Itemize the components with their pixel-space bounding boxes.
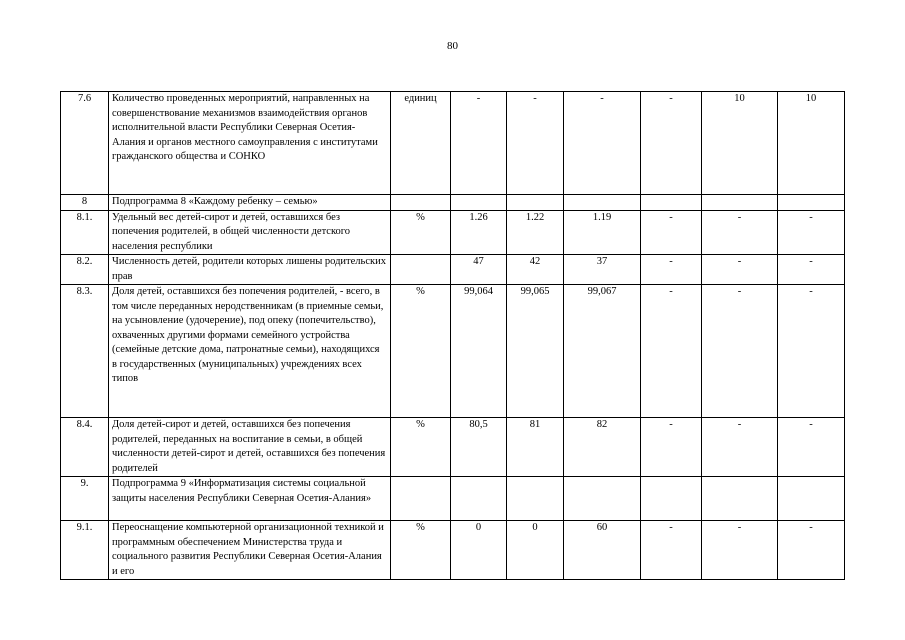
cell-v5 (702, 477, 778, 521)
cell-num: 8.3. (61, 285, 109, 418)
cell-v3 (564, 477, 641, 521)
cell-v6: - (778, 285, 845, 418)
cell-name: Доля детей, оставшихся без попечения родителей, - всего, в том числе переданных неродственникам (в приемные семьи, на усыновление (удочерение), под опеку (попечительство), охваченных другими формами семейного устройства (семейные детские дома, патронатные семьи), находящихся в государственных (муниципальных) учреждениях всех типов (109, 285, 391, 418)
table-row (61, 210, 845, 255)
cell-v5: - (702, 255, 778, 285)
cell-v1: 47 (451, 255, 507, 285)
cell-unit: % (391, 418, 451, 477)
cell-v2: - (507, 92, 564, 195)
cell-v1: 99,064 (451, 285, 507, 418)
cell-v6: 10 (778, 92, 845, 195)
cell-v5 (702, 195, 778, 211)
cell-v4: - (641, 92, 702, 195)
cell-v6: - (778, 521, 845, 580)
cell-v4 (641, 477, 702, 521)
table-row (61, 285, 845, 418)
cell-v5: 10 (702, 92, 778, 195)
cell-v4 (641, 195, 702, 211)
cell-v1: 0 (451, 521, 507, 580)
cell-name: Доля детей-сирот и детей, оставшихся без попечения родителей, переданных на воспитание в семьи, в общей численности детей-сирот и детей, оставшихся без попечения родителей (109, 418, 391, 477)
cell-num: 8 (61, 195, 109, 211)
table-row (61, 521, 845, 580)
cell-v3: 60 (564, 521, 641, 580)
cell-unit: % (391, 210, 451, 255)
cell-v4: - (641, 255, 702, 285)
cell-name: Удельный вес детей-сирот и детей, оставшихся без попечения родителей, в общей численности детского населения республики (109, 210, 391, 255)
cell-v5: - (702, 418, 778, 477)
table-row (61, 255, 845, 285)
cell-num: 7.6 (61, 92, 109, 195)
cell-num: 9.1. (61, 521, 109, 580)
cell-name: Подпрограмма 9 «Информатизация системы социальной защиты населения Республики Северная Осетия-Алания» (109, 477, 391, 521)
table-row (61, 92, 845, 195)
cell-v2: 42 (507, 255, 564, 285)
cell-name: Подпрограмма 8 «Каждому ребенку – семью» (109, 195, 391, 211)
cell-name: Переоснащение компьютерной организационной техникой и программным обеспечением Министерства труда и социального развития Республики Северная Осетия-Алания и его (109, 521, 391, 580)
cell-v6: - (778, 418, 845, 477)
page-number: 80 (447, 40, 458, 52)
cell-num: 8.2. (61, 255, 109, 285)
cell-v3 (564, 195, 641, 211)
cell-v3: 99,067 (564, 285, 641, 418)
cell-v1: 80,5 (451, 418, 507, 477)
cell-v2: 0 (507, 521, 564, 580)
cell-v2: 1.22 (507, 210, 564, 255)
cell-v6 (778, 195, 845, 211)
cell-v1: 1.26 (451, 210, 507, 255)
cell-v1 (451, 477, 507, 521)
cell-v4: - (641, 285, 702, 418)
cell-unit: % (391, 285, 451, 418)
cell-v2 (507, 477, 564, 521)
cell-v2: 99,065 (507, 285, 564, 418)
cell-v3: 37 (564, 255, 641, 285)
cell-v5: - (702, 521, 778, 580)
cell-unit (391, 477, 451, 521)
cell-v6: - (778, 210, 845, 255)
cell-unit (391, 255, 451, 285)
cell-v6 (778, 477, 845, 521)
table-row (61, 418, 845, 477)
cell-v1: - (451, 92, 507, 195)
cell-v3: 1.19 (564, 210, 641, 255)
cell-unit (391, 195, 451, 211)
cell-v3: - (564, 92, 641, 195)
cell-v4: - (641, 418, 702, 477)
cell-v5: - (702, 210, 778, 255)
cell-v4: - (641, 521, 702, 580)
cell-v5: - (702, 285, 778, 418)
cell-name: Численность детей, родители которых лишены родительских прав (109, 255, 391, 285)
table-row (61, 477, 845, 521)
cell-num: 8.1. (61, 210, 109, 255)
indicators-table (60, 91, 845, 580)
cell-num: 8.4. (61, 418, 109, 477)
cell-num: 9. (61, 477, 109, 521)
cell-v1 (451, 195, 507, 211)
cell-unit: % (391, 521, 451, 580)
table-row (61, 195, 845, 211)
cell-unit: единиц (391, 92, 451, 195)
cell-v4: - (641, 210, 702, 255)
cell-v3: 82 (564, 418, 641, 477)
cell-name: Количество проведенных мероприятий, направленных на совершенствование механизмов взаимодействия органов исполнительной власти Республики Северная Осетия-Алания и органов местного самоуправления с институтами гражданского общества и СОНКО (109, 92, 391, 195)
cell-v6: - (778, 255, 845, 285)
cell-v2 (507, 195, 564, 211)
cell-v2: 81 (507, 418, 564, 477)
